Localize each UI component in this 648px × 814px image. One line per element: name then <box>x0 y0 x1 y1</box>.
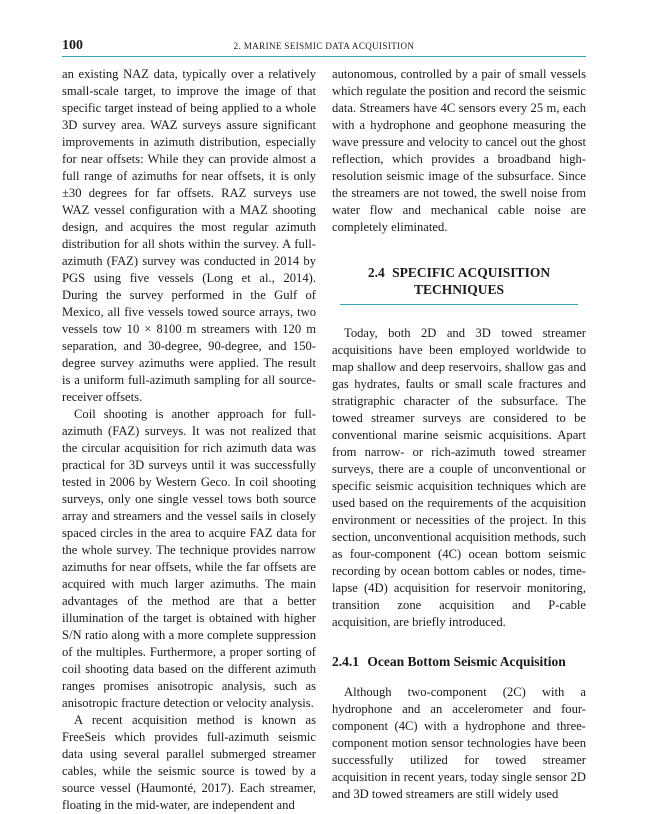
body-paragraph: A recent acquisition method is known as FreeSeis which provides full-azimuth seismic data using several parallel submerged streamer cables, while the seismic source is towed by a source vessel (Haumonté, 2017). Each streamer, floating in the mid-water, are independent and <box>62 713 316 812</box>
body-paragraph: autonomous, controlled by a pair of small vessels which regulate the position and record the seismic data. Streamers have 4C sensors every 25 m, each with a hydrophone and geophone measuring the wave pressure and velocity to cancel out the ghost reflection, which provides a broadband high-resolution seismic image of the subsurface. Since the streamers are not towed, the swell noise from water flow and mechanical cable noise are completely eliminated. <box>332 67 586 234</box>
section-heading <box>340 264 578 305</box>
body-paragraph: Although two-component (2C) with a hydrophone and an accelerometer and four-component (4C) with a hydrophone and three-component motion sensor technologies have been successfully utilized for towed streamer acquisition in recent years, today single sensor 2D and 3D towed streamers are still widely used <box>332 685 586 801</box>
subsection-title: Ocean Bottom Seismic Acquisition <box>367 654 566 669</box>
left-column <box>62 66 316 814</box>
running-title: 2. MARINE SEISMIC DATA ACQUISITION <box>233 41 415 51</box>
subsection-heading <box>332 653 586 670</box>
page-header <box>62 34 586 56</box>
header-rule <box>62 56 586 57</box>
subsection-number: 2.4.1 <box>332 654 359 669</box>
body-paragraph: Coil shooting is another approach for full-azimuth (FAZ) surveys. It was not realized that the circular acquisition for rich azimuth data was practical for 3D surveys until it was successfully tested in 2006 by Western Geco. In coil shooting surveys, only one single vessel tows both source array and streamers and the vessel sails in closely spaced circles in the area to acquire FAZ data for the whole survey. The technique provides narrow azimuths for near offsets, while the far offsets are acquired with much larger azimuths. The main advantages of the method are that a better illumination of the target is obtained with higher S/N ratio along with a more complete suppression of the multiples. Furthermore, a proper sorting of coil shooting data based on the different azimuth ranges promises anisotropic analysis, such as anisotropic fracture detection or velocity analysis. <box>62 407 316 710</box>
section-number: 2.4 <box>367 265 385 280</box>
body-paragraph: Today, both 2D and 3D towed streamer acquisitions have been employed worldwide to map shallow and deep reservoirs, shallow gas and gas hydrates, faults or small scale fractures and stratigraphic character of the subsurface. The towed streamer surveys are considered to be conventional marine seismic acquisitions. Apart from narrow- or rich-azimuth towed streamer surveys, there are a couple of unconventional or specific seismic acquisition techniques which are used based on the requirements of the acquisition environment or necessities of the project. In this section, unconventional acquisition methods, such as four-component (4C) ocean bottom seismic recording by ocean bottom cables or nodes, time-lapse (4D) acquisition for reservoir monitoring, transition zone acquisition and P-cable acquisition, are briefly introduced. <box>332 326 586 629</box>
body-paragraph: an existing NAZ data, typically over a relatively small-scale target, to improve the image of that specific target instead of being applied to a whole 3D survey area. WAZ surveys assure significant improvements in azimuth distribution, especially for near offsets: While they can provide almost a full range of azimuths for near offsets, it is only ±30 degrees for far offsets. RAZ surveys use WAZ vessel configuration with a MAZ shooting design, and acquires the most regular azimuth distribution for all shots within the survey. A full-azimuth (FAZ) survey was conducted in 2014 by PGS using five vessels (Long et al., 2014). During the survey performed in the Gulf of Mexico, all five vessels towed source arrays, two vessels tow 10 × 8100 m streamers with 120 m separation, and 30-degree, 90-degree, and 150-degree survey azimuths were applied. The result is a uniform full-azimuth sampling for all source-receiver offsets. <box>62 67 316 404</box>
page-number: 100 <box>62 38 83 53</box>
section-title: SPECIFIC ACQUISITION TECHNIQUES <box>392 265 551 297</box>
right-column <box>332 66 586 803</box>
